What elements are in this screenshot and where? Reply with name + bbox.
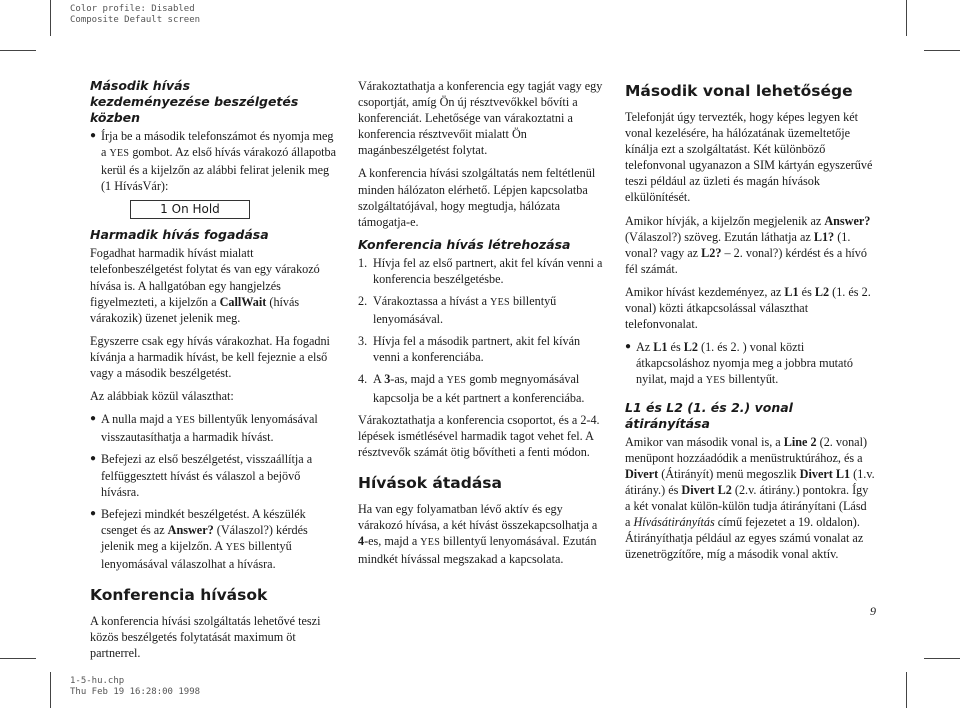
step-4: 4. A 3-as, majd a YES gomb megnyomásával kapcsolja be a két partnert a konferenciába. <box>358 372 585 405</box>
heading-line-2: kezdeményezése beszélgetés közben <box>90 94 299 125</box>
step-2: 2. Várakoztassa a hívást a YES billentyű lenyomásával. <box>358 294 557 327</box>
crop-mark-tr-v <box>906 0 907 36</box>
bullet-switch-line: ● Az L1 és L2 (1. és 2. ) vonal közti átkapcsoláshoz nyomja meg a jobbra mutató nyilat, majd a YES billentyűt. <box>625 339 875 389</box>
step-1: 1. Hívja fel az első partnert, akit fel kíván venni a konferencia beszélgetésbe. <box>358 255 603 286</box>
paragraph-hold-members: Várakoztathatja a konferencia egy tagját vagy egy csoportját, amíg Ön új résztvevőkkel bővíti a konferenciát. Lehetősége van várakoztatni a konferencia résztvevőit mialatt Ön magánbeszélgetést folytat. <box>358 79 603 158</box>
bullet-icon: ● <box>90 130 97 141</box>
crop-mark-br-v <box>906 672 907 708</box>
heading-line-divert: L1 és L2 (1. és 2.) vonal átirányítása <box>625 399 793 431</box>
heading-third-call: Harmadik hívás fogadása <box>90 227 269 243</box>
paragraph-add-third: Várakoztathatja a konferencia csoportot, és a 2-4. lépések ismétlésével harmadik tagot vehet fel. A résztvevők számát ötig bővítheti a fenti módon. <box>358 412 600 459</box>
paragraph-conference: A konferencia hívási szolgáltatás lehetővé teszi közös beszélgetés folytatását maximum öt partnerrel. <box>90 614 321 661</box>
crop-mark-br-h <box>924 658 960 659</box>
heading-call-transfer: Hívások átadása <box>358 473 502 492</box>
lcd-display-on-hold: 1 On Hold <box>130 200 250 219</box>
page-number: 9 <box>870 604 876 618</box>
column-3 <box>625 78 875 569</box>
bullet-icon: ● <box>90 507 97 519</box>
profile-text: Color profile: Disabled <box>70 4 195 14</box>
crop-mark-tl-v <box>50 0 51 36</box>
file-slug <box>70 676 200 698</box>
profile-line <box>70 4 200 26</box>
bullet-end-first: ● Befejezi az első beszélgetést, visszaállítja a felfüggesztett hívást és válaszol a bejövő hívásra. <box>90 452 313 499</box>
paragraph-options: Az alábbiak közül választhat: <box>90 389 234 404</box>
bullet-reject: ● A nulla majd a YES billentyűk lenyomásával visszautasíthatja a harmadik hívást. <box>90 412 318 445</box>
bullet-dial <box>90 128 340 194</box>
paragraph-divert: Amikor van második vonal is, a Line 2 (2. vonal) menüpont hozzáadódik a menüstruktúrához, és a Divert (Átirányít) menü megoszlik Divert L1 (1.v. átirány.) és Divert L2 (2.v. átirány.) pontokra. Így a két vonalat külön-külön tudja átirányítani (Lásd a Hívásátirányítás című fejezetet a 19. oldalon). Átirányíthatja például az egyes számú vonalat az üzenetrögzítőre, míg a második vonal aktív. <box>625 434 875 562</box>
file-name: 1-5-hu.chp <box>70 676 125 686</box>
step-3: 3. Hívja fel a második partnert, akit fel kíván venni a konferenciába. <box>358 334 581 365</box>
column-1 <box>90 78 340 668</box>
paragraph-availability: A konferencia hívási szolgáltatás nem feltétlenül minden hálózaton elérhető. Lépjen kapcsolatba szolgáltatójával, hogy megtudja, hálózata támogatja-e. <box>358 166 596 229</box>
heading-conference: Konferencia hívások <box>90 586 268 605</box>
heading-second-call <box>90 78 340 126</box>
heading-create-conference: Konferencia hívás létrehozása <box>358 236 571 252</box>
bullet-icon: ● <box>90 413 97 425</box>
crop-mark-tr-h <box>924 50 960 51</box>
paragraph-outgoing: Amikor hívást kezdeményez, az L1 és L2 (1. és 2. vonal) közti átkapcsolással választhat telefonvonalat. <box>625 284 871 332</box>
crop-mark-bl-v <box>50 672 51 708</box>
bullet-end-both: ● Befejezi mindkét beszélgetést. A készülék csenget és az Answer? (Válaszol?) kérdés jelenik meg a kijelzőn. A YES billentyű lenyomásával válaszolhat a hívásra. <box>90 506 308 571</box>
bullet-icon: ● <box>90 453 97 465</box>
bullet-text: Írja be a második telefonszámot és nyomja meg a YES gombot. Az első hívás várakozó állapotba kerül és a kijelzőn az alábbi felirat jelenik meg (1 HívásVár): <box>101 129 337 194</box>
paragraph-transfer: Ha van egy folyamatban lévő aktív és egy várakozó hívása, a két hívást összekapcsolhatja a 4-es, majd a YES billentyű lenyomásával. Ezután mindkét hívással megszakad a kapcsolata. <box>358 501 598 567</box>
heading-second-line: Második vonal lehetősége <box>625 82 853 100</box>
crop-mark-tl-h <box>0 50 36 51</box>
bullet-icon: ● <box>625 341 632 353</box>
crop-mark-bl-h <box>0 658 36 659</box>
paragraph-third-call: Fogadhat harmadik hívást mialatt telefonbeszélgetést folytat és van egy várakozó hívása is. A hallgatóban egy hangjelzés figyelmezteti, a kijelzőn a CallWait (hívás várakozik) üzenet jelenik meg. <box>90 246 320 325</box>
file-date: Thu Feb 19 16:28:00 1998 <box>70 687 201 697</box>
paragraph-incoming: Amikor hívják, a kijelzőn megjelenik az Answer? (Válaszol?) szöveg. Ezután láthatja az L1? (1. vonal? vagy az L2? – 2. vonal?) kérdést és a hívó fél számát. <box>625 213 871 276</box>
paragraph-two-lines: Telefonját úgy tervezték, hogy képes legyen két vonal kezelésére, ha hálózatának üzemeltetője kínálja ezt a szolgáltatást. Két különböző telefonvonal ugyanazon a SIM kártyán egyszerűvé teszi például az üzleti és magán hívások elkülönítését. <box>625 110 873 205</box>
column-2 <box>358 78 610 574</box>
heading-line-1: Második hívás <box>90 78 191 93</box>
screen-text: Composite Default screen <box>70 15 201 25</box>
paragraph-one-waiting: Egyszerre csak egy hívás várakozhat. Ha fogadni kívánja a harmadik hívást, be kell fejeznie a első vagy a második beszélgetést. <box>90 333 330 381</box>
